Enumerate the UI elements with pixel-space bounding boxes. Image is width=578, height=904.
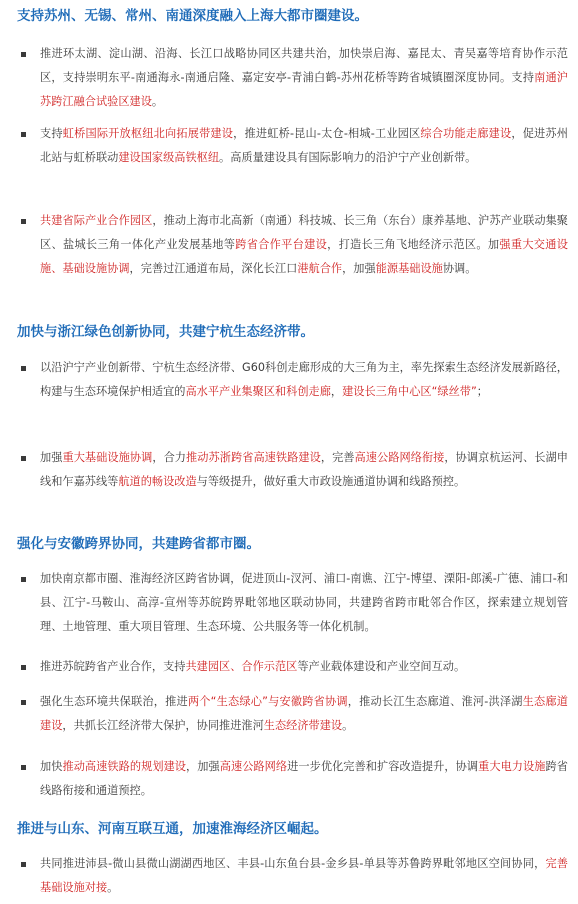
text-segment: 加快南京都市圈、淮海经济区跨省协调，促进顶山-汊河、浦口-南谯、江宁-博望、溧阳-郎溪-广德、浦口-和县、江宁-马鞍山、高淳-宣州等苏皖跨界毗邻地区联动协同，共建跨省跨市毗邻合作区，探索建立规划管理、土地管理、重大项目管理、生态环境、公共服务等一体化机制。	[40, 572, 568, 633]
bullet-square-icon	[21, 456, 26, 461]
section-heading: 加快与浙江绿色创新协同，共建宁杭生态经济带。	[17, 324, 314, 340]
bullet-square-icon	[21, 366, 26, 371]
section-heading: 推进与山东、河南互联互通，加速淮海经济区崛起。	[17, 821, 328, 837]
text-segment: 推进苏皖跨省产业合作，支持	[40, 660, 186, 673]
highlighted-phrase: 强重大交通设施、基础设施协调	[40, 238, 568, 275]
text-segment: 。	[107, 881, 119, 894]
highlighted-phrase: 虹桥国际开放枢纽北向拓展带建设	[62, 127, 234, 140]
text-segment: ，推动长江生态廊道、淮河-洪泽湖	[347, 695, 523, 708]
text-segment: ，加强	[342, 262, 376, 275]
list-item-text	[40, 356, 568, 404]
list-item-text	[40, 446, 568, 494]
text-segment: 推进环太湖、淀山湖、沿海、长江口战略协同区共建共治，加快崇启海、嘉昆太、青吴嘉等培育协作示范区，支持崇明东平-南通海永-南通启隆、嘉定安亭-青浦白鹤-苏州花桥等跨省城镇圈深度协同。支持	[40, 47, 568, 84]
list-item-text	[40, 567, 568, 639]
text-segment: ，推进虹桥-昆山-太仓-相城-工业园区	[233, 127, 421, 140]
text-segment: ，合力	[152, 451, 187, 464]
section-heading: 支持苏州、无锡、常州、南通深度融入上海大都市圈建设。	[17, 8, 368, 24]
highlighted-phrase: 高速公路网络	[219, 760, 288, 773]
text-segment: 等产业载体建设和产业空间互动。	[297, 660, 466, 673]
highlighted-phrase: 共建园区、合作示范区	[185, 660, 298, 673]
highlighted-phrase: 建设长三角中心区“绿丝带”	[342, 385, 477, 398]
highlighted-phrase: 推动苏浙跨省高速铁路建设	[186, 451, 321, 464]
bullet-square-icon	[21, 52, 26, 57]
highlighted-phrase: 南通沪苏跨江融合试验区建设	[40, 71, 568, 108]
text-segment: ，完善	[320, 451, 355, 464]
text-segment: 。高质量建设具有国际影响力的沿沪宁产业创新带。	[219, 151, 477, 164]
highlighted-phrase: 港航合作	[297, 262, 343, 275]
text-segment: ；	[476, 385, 488, 398]
text-segment: 跨省线路衔接和通道预控。	[40, 760, 568, 797]
text-segment: ，打造长三角飞地经济示范区。加	[327, 238, 500, 251]
bullet-square-icon	[21, 665, 26, 670]
text-segment: ，共抓长江经济带大保护，协同推进淮河	[62, 719, 264, 732]
text-segment: 强化生态环境共保联治，推进	[40, 695, 188, 708]
text-segment: 。	[342, 719, 354, 732]
bullet-square-icon	[21, 765, 26, 770]
list-item-text	[40, 209, 568, 281]
text-segment: 加快	[40, 760, 63, 773]
list-item-text	[40, 655, 568, 679]
text-segment: ，推动上海市北高新（南通）科技城、长三角（东台）康养基地、沪苏产业联动集聚区、盐城长三角一体化产业发展基地等	[40, 214, 568, 251]
text-segment: ，完善过江通道布局，深化长江口	[129, 262, 298, 275]
bullet-square-icon	[21, 700, 26, 705]
highlighted-phrase: 航道的畅设改造	[118, 475, 197, 488]
list-item-text	[40, 42, 568, 114]
section-heading: 强化与安徽跨界协同，共建跨省都市圈。	[17, 536, 260, 552]
highlighted-phrase: 推动高速铁路的规划建设	[62, 760, 187, 773]
highlighted-phrase: 建设国家级高铁枢纽	[118, 151, 220, 164]
highlighted-phrase: 重大基础设施协调	[62, 451, 153, 464]
bullet-square-icon	[21, 219, 26, 224]
highlighted-phrase: 跨省合作平台建设	[235, 238, 328, 251]
highlighted-phrase: 完善基础设施对接	[40, 857, 568, 894]
highlighted-phrase: 生态经济带建设	[263, 719, 343, 732]
text-segment: 支持	[40, 127, 63, 140]
highlighted-phrase: 重大电力设施	[478, 760, 546, 773]
highlighted-phrase: 综合功能走廊建设	[420, 127, 512, 140]
text-segment: ，加强	[186, 760, 220, 773]
highlighted-phrase: 两个“生态绿心”与安徽跨省协调	[187, 695, 348, 708]
list-item-text	[40, 690, 568, 738]
highlighted-phrase: 生态廊道建设	[40, 695, 568, 732]
text-segment: ，协调京杭运河、长湖申线和乍嘉苏线等	[40, 451, 568, 488]
text-segment: 协调。	[442, 262, 477, 275]
bullet-square-icon	[21, 577, 26, 582]
text-segment: 加强	[40, 451, 63, 464]
list-item-text	[40, 852, 568, 900]
bullet-square-icon	[21, 132, 26, 137]
text-segment: 。	[151, 95, 164, 108]
text-segment: ，促进苏州北站与虹桥联动	[40, 127, 568, 164]
bullet-square-icon	[21, 862, 26, 867]
text-segment: 与等级提升，做好重大市政设施通道协调和线路预控。	[196, 475, 466, 488]
highlighted-phrase: 高水平产业集聚区和科创走廊	[185, 385, 331, 398]
highlighted-phrase: 高速公路网络衔接	[354, 451, 445, 464]
text-segment: 进一步优化完善和扩容改造提升，协调	[287, 760, 479, 773]
text-segment: ，	[330, 385, 343, 398]
list-item-text	[40, 755, 568, 803]
text-segment: 以沿沪宁产业创新带、宁杭生态经济带、G60科创走廊形成的大三角为主，率先探索生态经济发展新路径，构建与生态环境保护相适宜的	[40, 361, 568, 398]
list-item-text	[40, 122, 568, 170]
text-segment: 共同推进沛县-微山县微山湖湖西地区、丰县-山东鱼台县-金乡县-单县等苏鲁跨界毗邻地区空间协同，	[40, 857, 546, 870]
highlighted-phrase: 能源基础设施	[375, 262, 443, 275]
highlighted-phrase: 共建省际产业合作园区	[40, 214, 153, 227]
